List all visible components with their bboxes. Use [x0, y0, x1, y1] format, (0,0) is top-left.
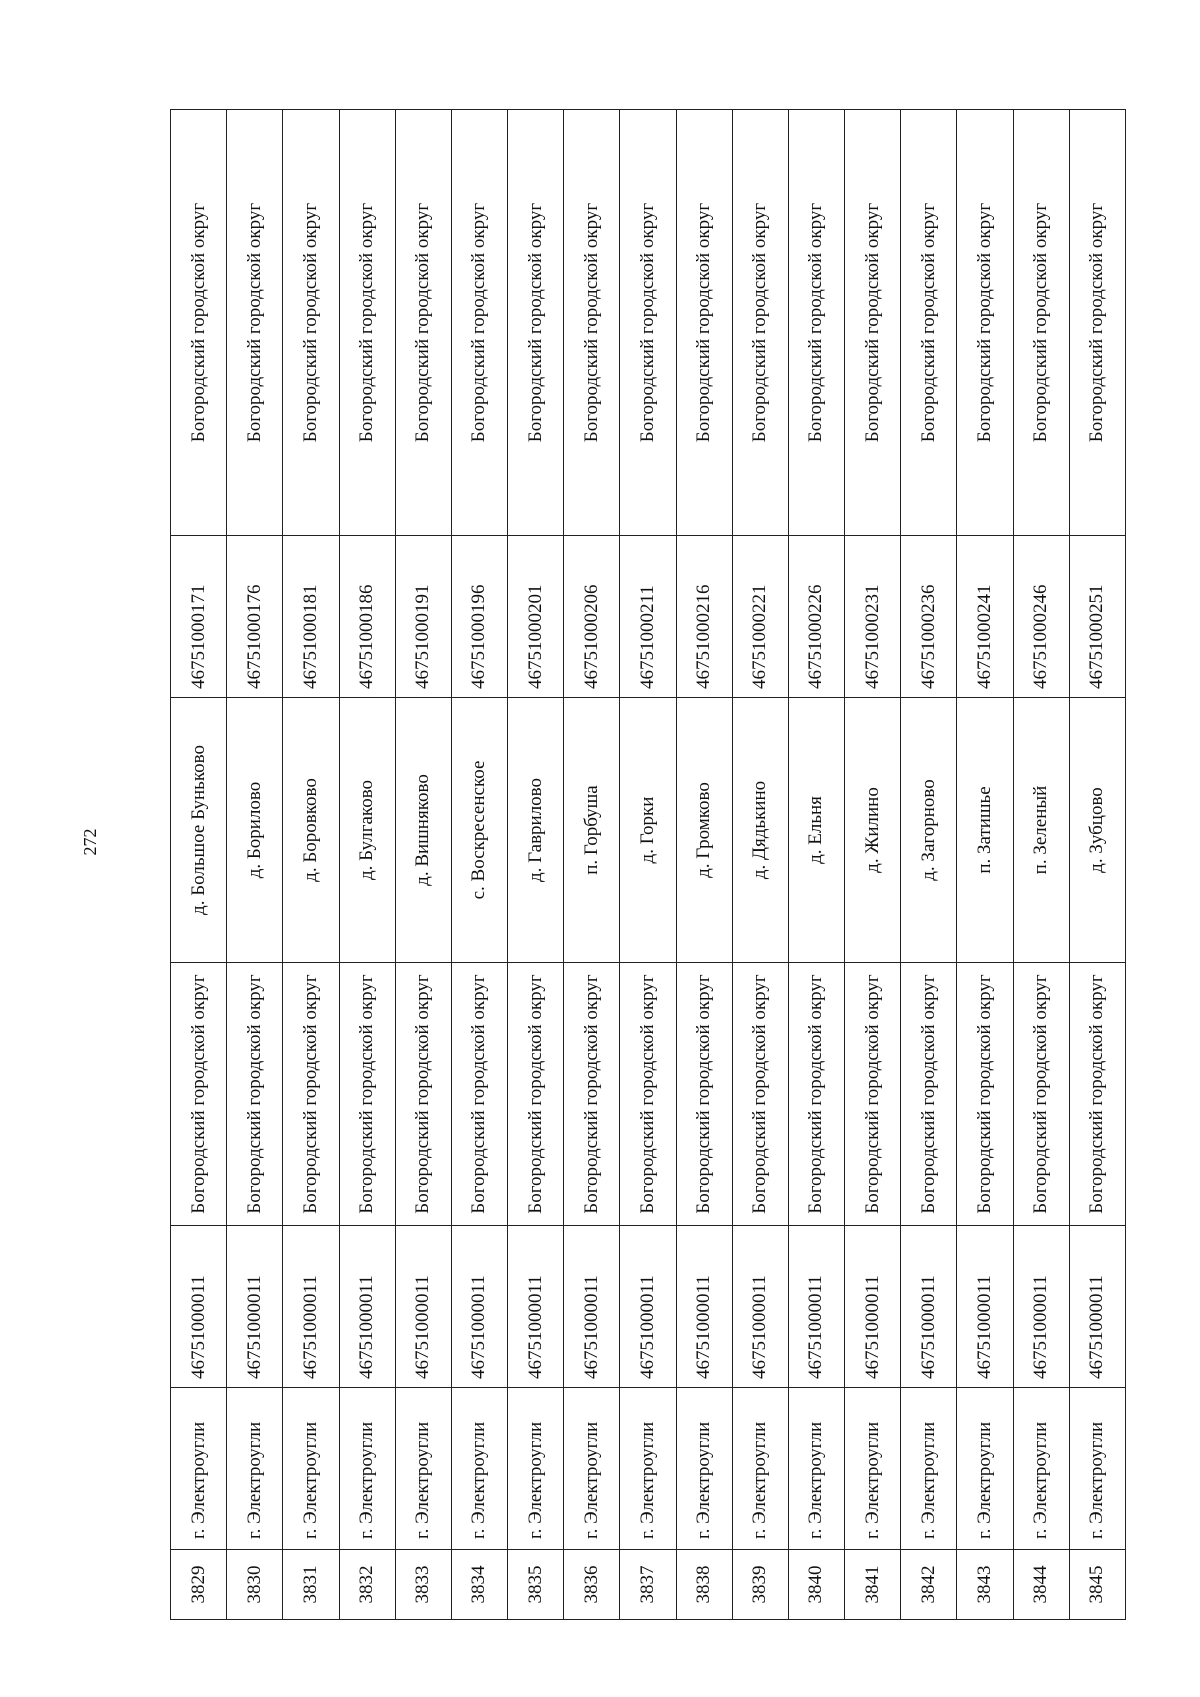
city-code-cell: 46751000011: [788, 1226, 844, 1388]
settlement-district-cell: Богородский городской округ: [564, 110, 620, 536]
city-code-cell: 46751000011: [957, 1226, 1013, 1388]
table-row: [788, 110, 844, 1620]
city-district-cell: Богородский городской округ: [845, 963, 901, 1226]
city-district-cell: Богородский городской округ: [508, 963, 564, 1226]
city-cell: г. Электроугли: [564, 1388, 620, 1550]
city-cell: г. Электроугли: [283, 1388, 339, 1550]
city-code-cell: 46751000011: [676, 1226, 732, 1388]
table-row: [732, 110, 788, 1620]
city-cell: г. Электроугли: [1069, 1388, 1125, 1550]
city-cell: г. Электроугли: [788, 1388, 844, 1550]
settlement-code-cell: 46751000246: [1013, 536, 1069, 698]
table-row: [676, 110, 732, 1620]
settlement-code-cell: 46751000251: [1069, 536, 1125, 698]
city-code-cell: 46751000011: [227, 1226, 283, 1388]
row-number-cell: 3844: [1013, 1550, 1069, 1620]
city-code-cell: 46751000011: [395, 1226, 451, 1388]
settlement-code-cell: 46751000241: [957, 536, 1013, 698]
settlement-cell: д. Горки: [620, 698, 676, 963]
settlement-code-cell: 46751000176: [227, 536, 283, 698]
city-code-cell: 46751000011: [451, 1226, 507, 1388]
city-cell: г. Электроугли: [732, 1388, 788, 1550]
settlement-cell: д. Вишняково: [395, 698, 451, 963]
city-district-cell: Богородский городской округ: [1069, 963, 1125, 1226]
row-number-cell: 3843: [957, 1550, 1013, 1620]
city-code-cell: 46751000011: [1069, 1226, 1125, 1388]
city-cell: г. Электроугли: [845, 1388, 901, 1550]
settlement-district-cell: Богородский городской округ: [901, 110, 957, 536]
city-district-cell: Богородский городской округ: [1013, 963, 1069, 1226]
city-code-cell: 46751000011: [508, 1226, 564, 1388]
settlement-code-cell: 46751000231: [845, 536, 901, 698]
city-cell: г. Электроугли: [171, 1388, 227, 1550]
settlement-code-cell: 46751000236: [901, 536, 957, 698]
city-code-cell: 46751000011: [283, 1226, 339, 1388]
city-cell: г. Электроугли: [339, 1388, 395, 1550]
settlement-code-cell: 46751000211: [620, 536, 676, 698]
city-district-cell: Богородский городской округ: [676, 963, 732, 1226]
table-row: [171, 110, 227, 1620]
settlement-cell: д. Дядькино: [732, 698, 788, 963]
settlement-district-cell: Богородский городской округ: [845, 110, 901, 536]
settlement-cell: д. Большое Буньково: [171, 698, 227, 963]
row-number-cell: 3841: [845, 1550, 901, 1620]
city-cell: г. Электроугли: [620, 1388, 676, 1550]
city-cell: г. Электроугли: [227, 1388, 283, 1550]
city-district-cell: Богородский городской округ: [451, 963, 507, 1226]
settlement-cell: д. Боровково: [283, 698, 339, 963]
settlement-code-cell: 46751000226: [788, 536, 844, 698]
city-district-cell: Богородский городской округ: [171, 963, 227, 1226]
row-number-cell: 3838: [676, 1550, 732, 1620]
settlement-district-cell: Богородский городской округ: [171, 110, 227, 536]
city-cell: г. Электроугли: [508, 1388, 564, 1550]
city-code-cell: 46751000011: [620, 1226, 676, 1388]
row-number-cell: 3830: [227, 1550, 283, 1620]
row-number-cell: 3840: [788, 1550, 844, 1620]
row-number-cell: 3834: [451, 1550, 507, 1620]
table-row: [283, 110, 339, 1620]
settlement-cell: д. Борилово: [227, 698, 283, 963]
settlement-cell: д. Зубцово: [1069, 698, 1125, 963]
city-district-cell: Богородский городской округ: [901, 963, 957, 1226]
settlement-code-cell: 46751000201: [508, 536, 564, 698]
city-cell: г. Электроугли: [395, 1388, 451, 1550]
settlement-district-cell: Богородский городской округ: [1069, 110, 1125, 536]
data-table: [170, 109, 1126, 1620]
settlement-district-cell: Богородский городской округ: [451, 110, 507, 536]
city-code-cell: 46751000011: [564, 1226, 620, 1388]
settlement-cell: п. Затишье: [957, 698, 1013, 963]
settlement-code-cell: 46751000206: [564, 536, 620, 698]
settlement-cell: п. Зеленый: [1013, 698, 1069, 963]
city-cell: г. Электроугли: [901, 1388, 957, 1550]
row-number-cell: 3837: [620, 1550, 676, 1620]
row-number-cell: 3842: [901, 1550, 957, 1620]
city-district-cell: Богородский городской округ: [227, 963, 283, 1226]
city-cell: г. Электроугли: [1013, 1388, 1069, 1550]
city-code-cell: 46751000011: [1013, 1226, 1069, 1388]
row-number-cell: 3836: [564, 1550, 620, 1620]
city-cell: г. Электроугли: [957, 1388, 1013, 1550]
settlement-cell: п. Горбуша: [564, 698, 620, 963]
row-number-cell: 3835: [508, 1550, 564, 1620]
table-body: [171, 110, 1126, 1620]
settlement-district-cell: Богородский городской округ: [788, 110, 844, 536]
settlement-cell: д. Гаврилово: [508, 698, 564, 963]
table-row: [901, 110, 957, 1620]
settlement-cell: д. Громково: [676, 698, 732, 963]
city-cell: г. Электроугли: [676, 1388, 732, 1550]
city-code-cell: 46751000011: [732, 1226, 788, 1388]
settlement-district-cell: Богородский городской округ: [283, 110, 339, 536]
settlement-code-cell: 46751000221: [732, 536, 788, 698]
city-code-cell: 46751000011: [171, 1226, 227, 1388]
settlement-code-cell: 46751000196: [451, 536, 507, 698]
table-row: [339, 110, 395, 1620]
settlement-district-cell: Богородский городской округ: [676, 110, 732, 536]
settlement-cell: д. Булгаково: [339, 698, 395, 963]
table-row: [957, 110, 1013, 1620]
settlement-district-cell: Богородский городской округ: [395, 110, 451, 536]
table-row: [564, 110, 620, 1620]
table-row: [451, 110, 507, 1620]
settlement-district-cell: Богородский городской округ: [508, 110, 564, 536]
city-district-cell: Богородский городской округ: [788, 963, 844, 1226]
table-row: [1013, 110, 1069, 1620]
settlement-district-cell: Богородский городской округ: [732, 110, 788, 536]
table-row: [620, 110, 676, 1620]
table-row: [508, 110, 564, 1620]
row-number-cell: 3833: [395, 1550, 451, 1620]
city-district-cell: Богородский городской округ: [339, 963, 395, 1226]
settlement-cell: с. Воскресенское: [451, 698, 507, 963]
row-number-cell: 3845: [1069, 1550, 1125, 1620]
city-code-cell: 46751000011: [901, 1226, 957, 1388]
table-row: [227, 110, 283, 1620]
table-row: [395, 110, 451, 1620]
row-number-cell: 3831: [283, 1550, 339, 1620]
settlement-district-cell: Богородский городской округ: [957, 110, 1013, 536]
settlement-cell: д. Загорново: [901, 698, 957, 963]
settlement-district-cell: Богородский городской округ: [339, 110, 395, 536]
settlement-cell: д. Ельня: [788, 698, 844, 963]
table-row: [1069, 110, 1125, 1620]
row-number-cell: 3839: [732, 1550, 788, 1620]
table-row: [845, 110, 901, 1620]
settlement-district-cell: Богородский городской округ: [620, 110, 676, 536]
settlement-district-cell: Богородский городской округ: [227, 110, 283, 536]
city-cell: г. Электроугли: [451, 1388, 507, 1550]
city-district-cell: Богородский городской округ: [732, 963, 788, 1226]
settlement-code-cell: 46751000216: [676, 536, 732, 698]
row-number-cell: 3829: [171, 1550, 227, 1620]
settlement-code-cell: 46751000191: [395, 536, 451, 698]
city-district-cell: Богородский городской округ: [957, 963, 1013, 1226]
settlement-code-cell: 46751000171: [171, 536, 227, 698]
city-district-cell: Богородский городской округ: [283, 963, 339, 1226]
settlement-cell: д. Жилино: [845, 698, 901, 963]
city-district-cell: Богородский городской округ: [620, 963, 676, 1226]
settlement-code-cell: 46751000186: [339, 536, 395, 698]
settlement-code-cell: 46751000181: [283, 536, 339, 698]
city-district-cell: Богородский городской округ: [564, 963, 620, 1226]
row-number-cell: 3832: [339, 1550, 395, 1620]
page-number: 272: [80, 828, 100, 856]
data-table-container: [170, 110, 1126, 1620]
settlement-district-cell: Богородский городской округ: [1013, 110, 1069, 536]
city-code-cell: 46751000011: [845, 1226, 901, 1388]
city-code-cell: 46751000011: [339, 1226, 395, 1388]
city-district-cell: Богородский городской округ: [395, 963, 451, 1226]
